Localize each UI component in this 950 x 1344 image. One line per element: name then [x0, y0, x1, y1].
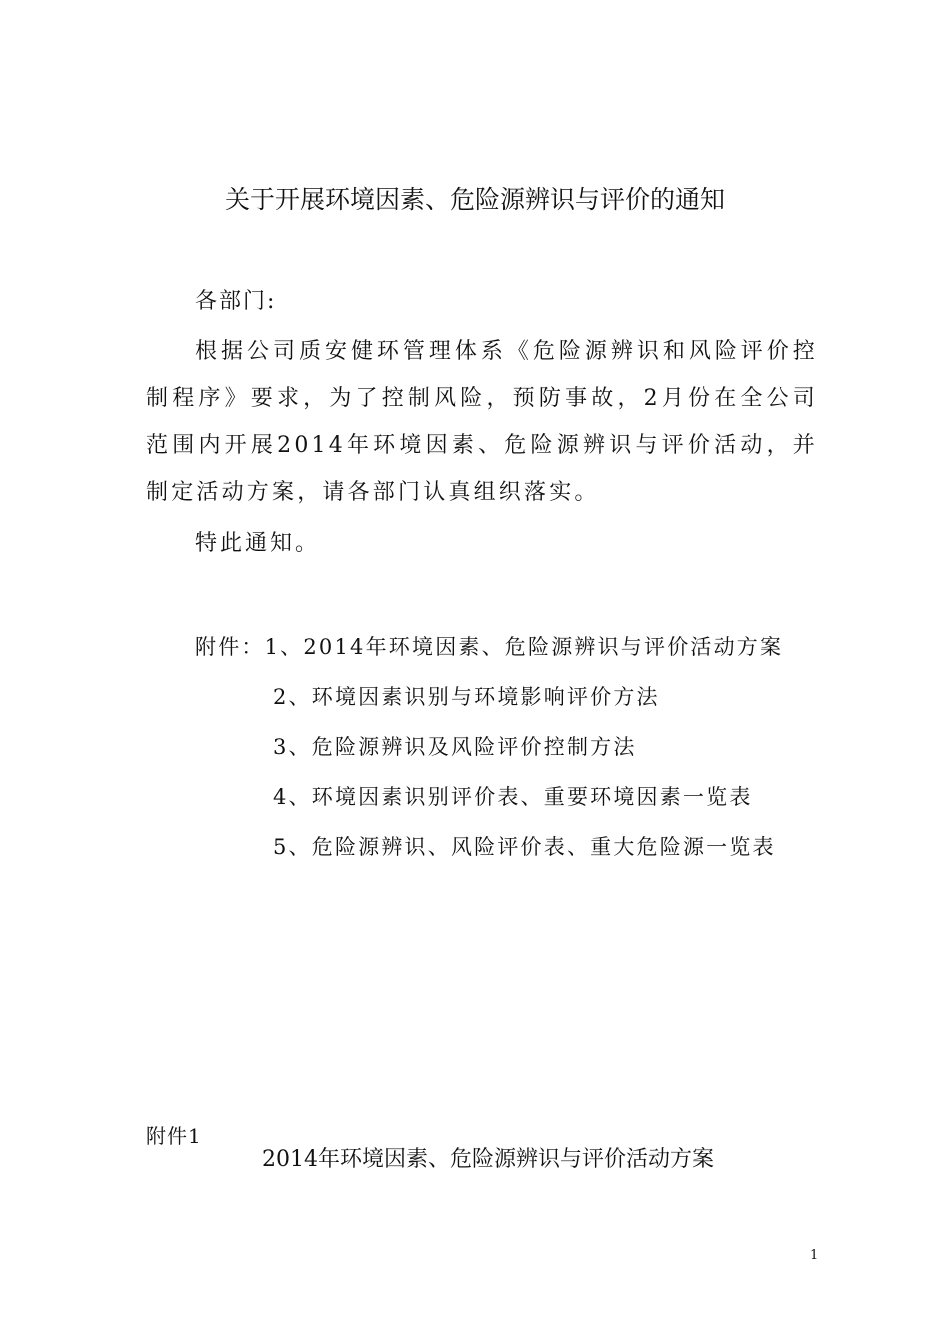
attachment-item-4: 4、环境因素识别评价表、重要环境因素一览表 — [273, 785, 753, 809]
salutation: 各部门: — [195, 289, 277, 314]
attachment-item-3: 3、危险源辨识及风险评价控制方法 — [273, 735, 637, 759]
attachment-item-2: 2、环境因素识别与环境影响评价方法 — [273, 685, 660, 709]
annex-label: 附件1 — [146, 1124, 202, 1148]
annex-title: 2014年环境因素、危险源辨识与评价活动方案 — [262, 1147, 714, 1172]
page-number: 1 — [810, 1248, 819, 1263]
attachment-item-5: 5、危险源辨识、风险评价表、重大危险源一览表 — [273, 835, 776, 859]
notice-title: 关于开展环境因素、危险源辨识与评价的通知 — [224, 185, 725, 214]
attachment-item-1: 附件：1、2014年环境因素、危险源辨识与评价活动方案 — [195, 635, 784, 659]
body-paragraph: 根据公司质安健环管理体系《危险源辨识和风险评价控制程序》要求，为了控制风险，预防事故，2月份在全公司范围内开展2014年环境因素、危险源辨识与评价活动，并制定活动方案，请各部门认真组织落实。 — [146, 339, 818, 505]
closing-line: 特此通知。 — [195, 531, 321, 556]
attachment-list — [195, 627, 783, 877]
